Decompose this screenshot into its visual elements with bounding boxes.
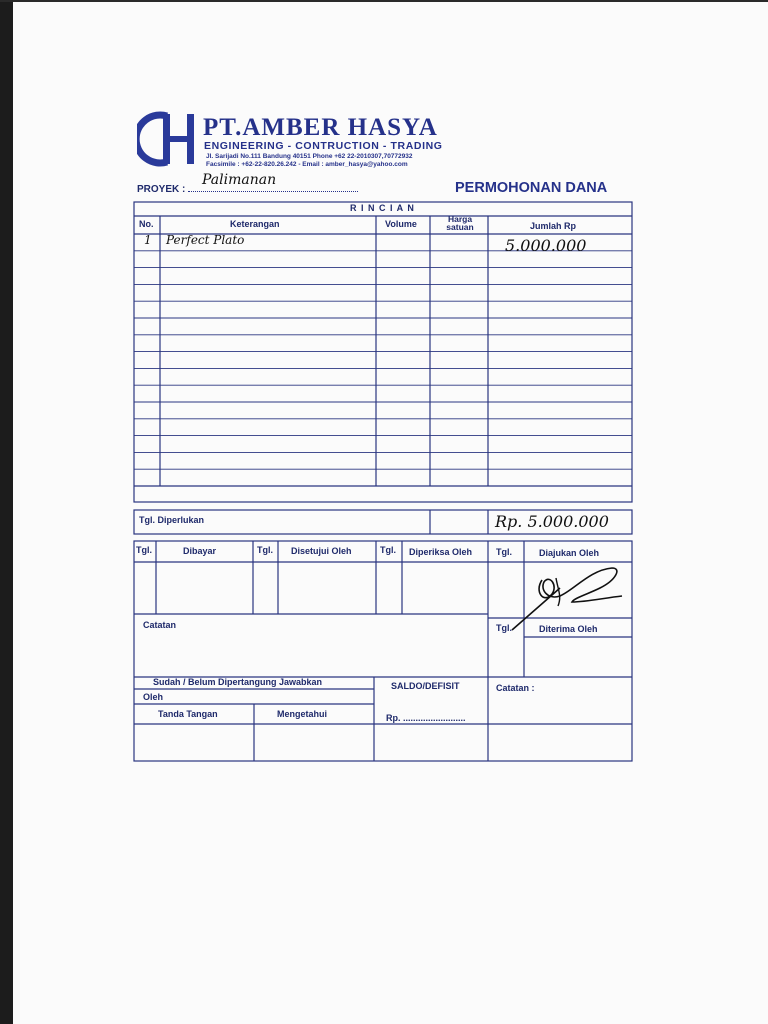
company-fax-email: Facsimile : +62-22-820.26.242 - Email : amber_hasya@yahoo.com [206,161,408,168]
row-1-jumlah: 5.000.000 [505,236,587,255]
catatan-label: Catatan [143,620,177,630]
company-address: Jl. Sarijadi No.111 Bandung 40151 Phone +62 22-2010307,70772932 [206,153,413,160]
col-keterangan: Keterangan [230,219,280,229]
tgl-label-1: Tgl. [136,545,152,555]
tgl-diperlukan-label: Tgl. Diperlukan [139,515,205,525]
mengetahui-label: Mengetahui [277,709,328,719]
diterima-label: Diterima Oleh [539,624,598,634]
company-tagline: ENGINEERING - CONTRUCTION - TRADING [204,140,443,152]
col-jumlah: Jumlah Rp [530,221,577,231]
col-no: No. [139,219,154,229]
tanda-tangan-label: Tanda Tangan [158,709,218,719]
tgl-label-2: Tgl. [257,545,273,555]
catatan2-label: Catatan : [496,683,535,693]
saldo-value: Rp. ......................... [386,713,466,723]
diperiksa-label: Diperiksa Oleh [409,547,473,557]
total-amount: Rp. 5.000.000 [495,512,609,531]
dibayar-label: Dibayar [183,546,217,556]
tgl-label-4: Tgl. [496,547,512,557]
sudah-belum-label: Sudah / Belum Dipertangung Jawabkan [153,677,323,687]
col-volume: Volume [385,219,417,229]
oleh-label: Oleh [143,692,164,702]
company-name: PT.AMBER HASYA [203,114,438,141]
signature [500,560,625,632]
form-title: PERMOHONAN DANA [455,180,608,196]
tgl-label-5: Tgl. [496,623,512,633]
diajukan-label: Diajukan Oleh [539,548,600,558]
saldo-label: SALDO/DEFISIT [391,681,460,691]
disetujui-label: Disetujui Oleh [291,546,352,556]
col-harga-satuan: Harga satuan [446,214,474,232]
proyek-value: Palimanan [202,172,277,188]
row-1-no: 1 [144,233,152,247]
tgl-label-3: Tgl. [380,545,396,555]
proyek-label: PROYEK : [137,184,186,195]
rincian-heading: R I N C I A N [350,203,415,213]
row-1-keterangan: Perfect Plato [166,233,245,247]
